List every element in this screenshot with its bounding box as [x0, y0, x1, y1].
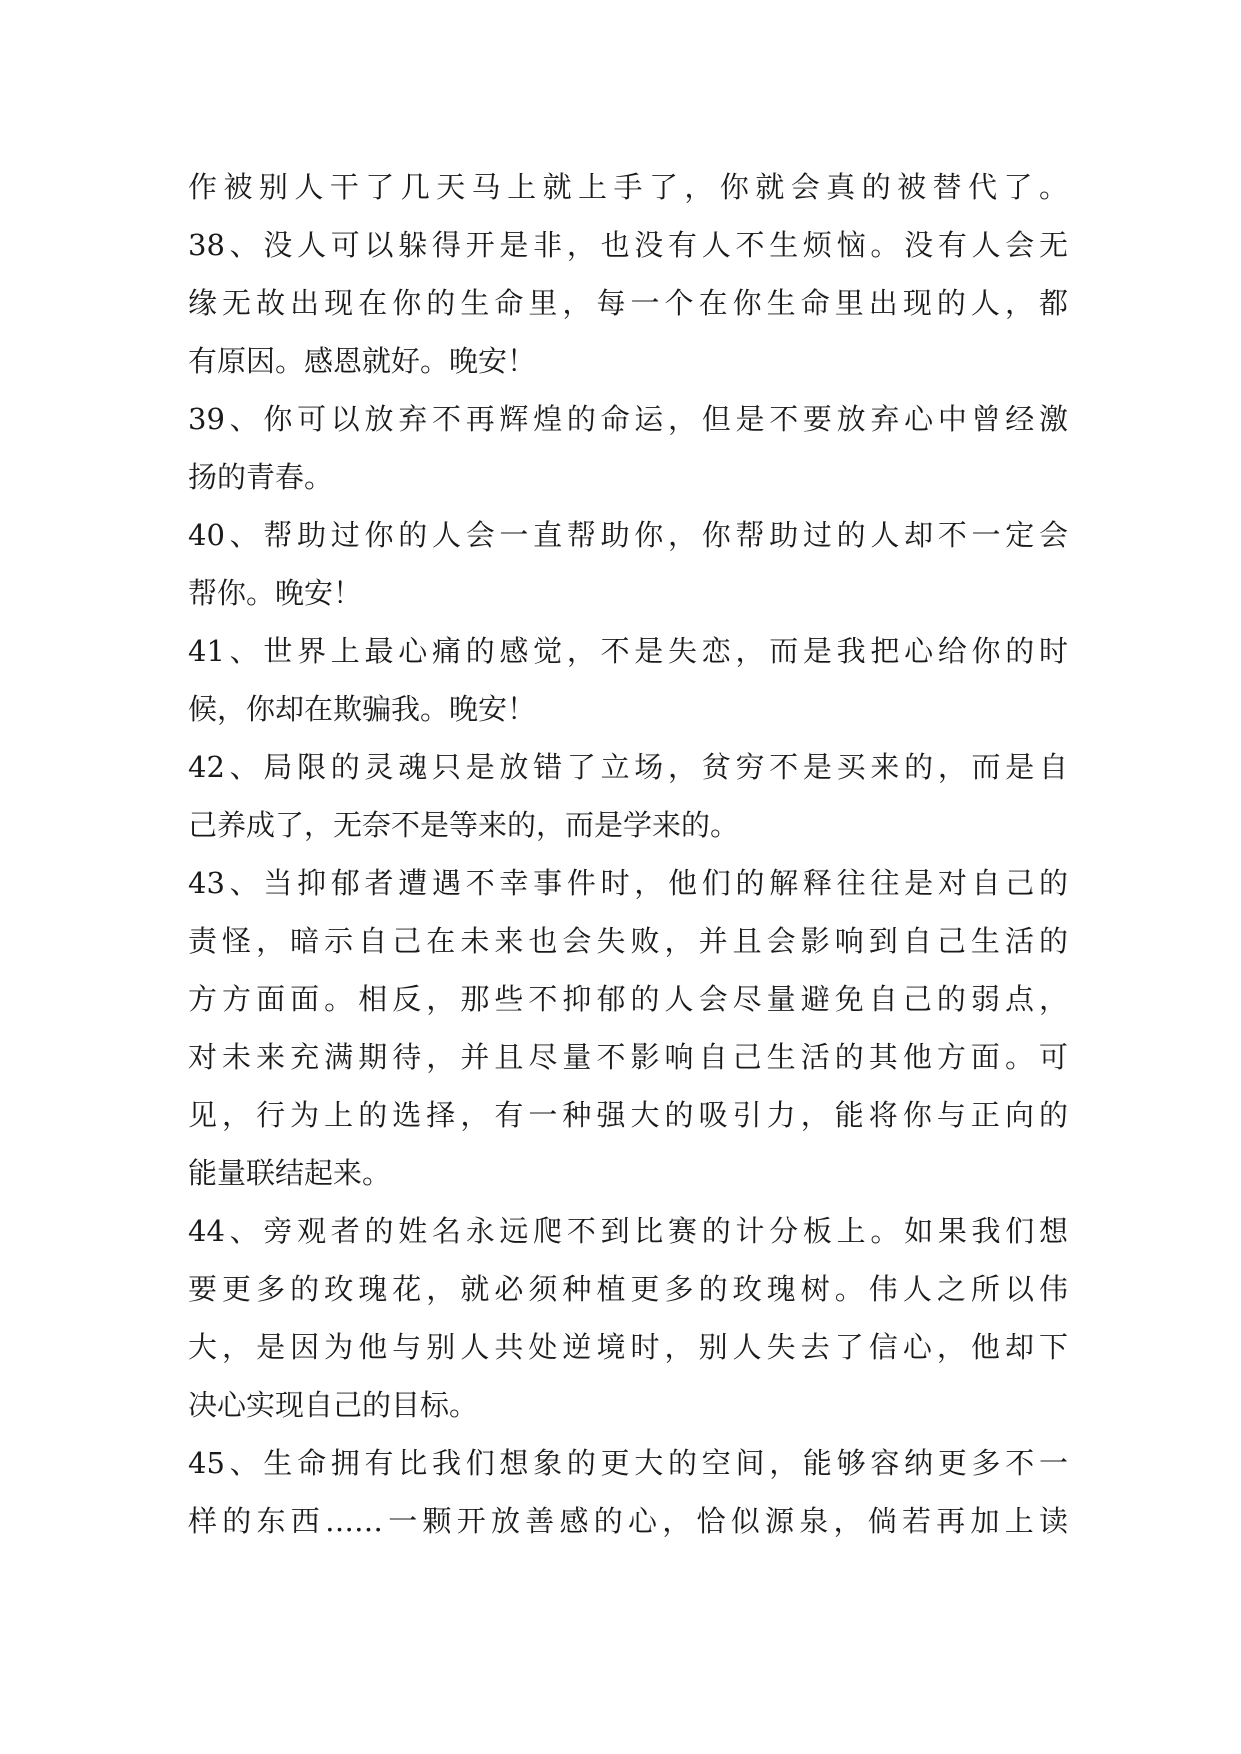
text-line: 38、没人可以躲得开是非，也没有人不生烦恼。没有人会无 [188, 228, 1068, 262]
text-line: 大，是因为他与别人共处逆境时，别人失去了信心，他却下 [188, 1330, 1068, 1364]
text-line: 对未来充满期待，并且尽量不影响自己生活的其他方面。可 [188, 1040, 1068, 1074]
text-line: 帮你。晚安！ [188, 576, 363, 610]
text-line: 方方面面。相反，那些不抑郁的人会尽量避免自己的弱点， [188, 982, 1068, 1016]
text-line: 要更多的玫瑰花，就必须种植更多的玫瑰树。伟人之所以伟 [188, 1272, 1068, 1306]
text-line: 43、当抑郁者遭遇不幸事件时，他们的解释往往是对自己的 [188, 866, 1068, 900]
text-line: 有原因。感恩就好。晚安！ [188, 344, 537, 378]
text-line: 己养成了，无奈不是等来的，而是学来的。 [188, 808, 740, 842]
text-line: 作被别人干了几天马上就上手了，你就会真的被替代了。 [188, 170, 1068, 204]
document-body [188, 158, 1068, 1550]
text-line: 责怪，暗示自己在未来也会失败，并且会影响到自己生活的 [188, 924, 1068, 958]
text-line: 扬的青春。 [188, 460, 334, 494]
text-line: 缘无故出现在你的生命里，每一个在你生命里出现的人，都 [188, 286, 1068, 320]
text-line: 候，你却在欺骗我。晚安！ [188, 692, 537, 726]
text-line: 44、旁观者的姓名永远爬不到比赛的计分板上。如果我们想 [188, 1214, 1068, 1248]
text-line: 45、生命拥有比我们想象的更大的空间，能够容纳更多不一 [188, 1446, 1068, 1480]
text-line: 样的东西……一颗开放善感的心，恰似源泉，倘若再加上读 [188, 1504, 1068, 1538]
text-line: 40、帮助过你的人会一直帮助你，你帮助过的人却不一定会 [188, 518, 1068, 552]
text-line: 决心实现自己的目标。 [188, 1388, 479, 1422]
text-line: 39、你可以放弃不再辉煌的命运，但是不要放弃心中曾经激 [188, 402, 1068, 436]
text-line: 见，行为上的选择，有一种强大的吸引力，能将你与正向的 [188, 1098, 1068, 1132]
text-line: 41、世界上最心痛的感觉，不是失恋，而是我把心给你的时 [188, 634, 1068, 668]
text-line: 42、局限的灵魂只是放错了立场，贫穷不是买来的，而是自 [188, 750, 1068, 784]
text-line: 能量联结起来。 [188, 1156, 392, 1190]
